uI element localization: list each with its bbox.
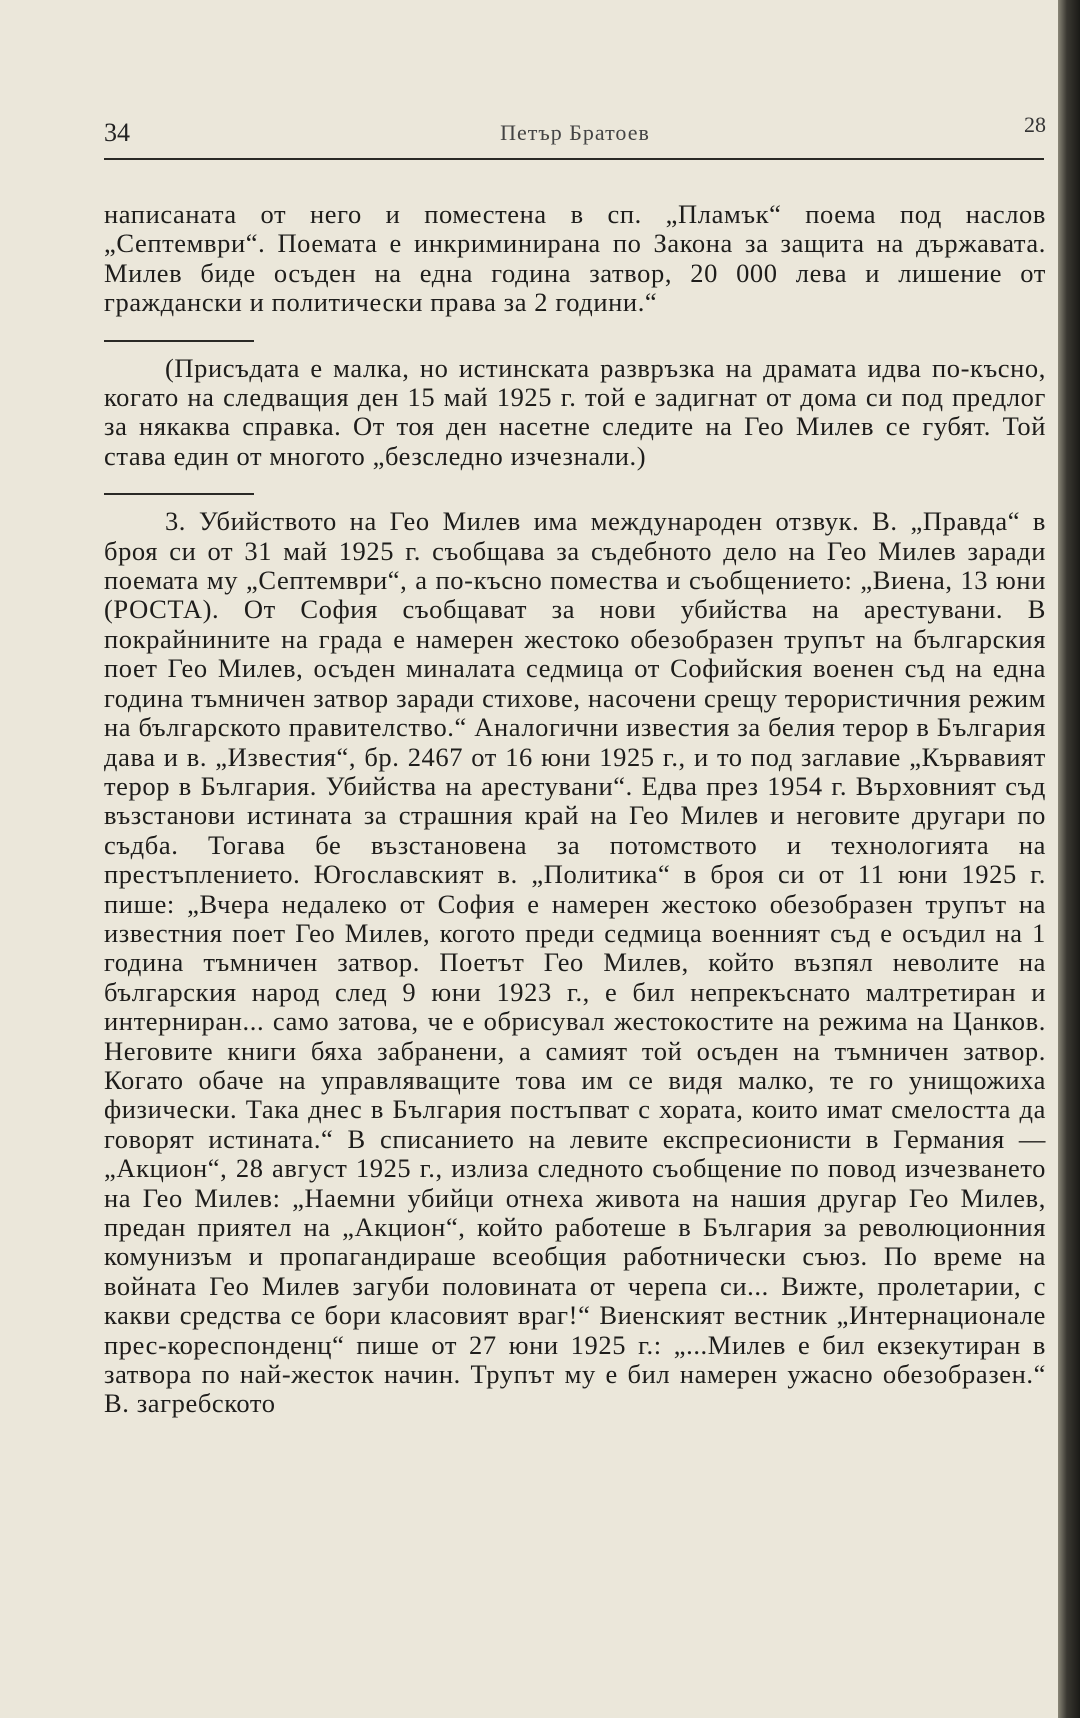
page-header: [104, 112, 1046, 152]
book-spine-shadow: [1058, 0, 1080, 1718]
section-separator: [104, 340, 254, 342]
running-title: Петър Братоев: [500, 120, 650, 145]
paragraph-main: 3. Убийството на Гео Милев има международен отзвук. В. „Правда“ в броя си от 31 май 1925 г. съобщава за съдебното дело на Гео Милев заради поемата му „Септември“, а по-късно помества и съобщението: „Виена, 13 юни (РОСТА). От София съобщават за нови убийства на арестувани. В покрайнините на града е намерен жестоко обезобразен трупът на българския поет Гео Милев, осъден миналата седмица от Софийския военен съд на една година тъмничен затвор заради стихове, насочени срещу терористичния режим на българското правителство.“ Аналогични известия за белия терор в България дава и в. „Известия“, бр. 2467 от 16 юни 1925 г., и то под заглавие „Кървавият терор в България. Убийства на арестувани“. Едва през 1954 г. Върховният съд възстанови истината за страшния край на Гео Милев и неговите другари по съдба. Тогава бе възстановена за потомството и технологията на престъплението. Югославският в. „Политика“ в броя си от 11 юни 1925 г. пише: „Вчера недалеко от София е намерен жестоко обезобразен трупът на известния поет Гео Милев, когото преди седмица военният съд е осъдил на 1 година тъмничен затвор. Поетът Гео Милев, който възпял неволите на българския народ след 9 юни 1923 г., е бил непрекъснато малтретиран и интерниран... само затова, че е обрисувал жестокостите на режима на Цанков. Неговите книги бяха забранени, а самият той осъден на тъмничен затвор. Когато обаче на управляващите това им се видя малко, те го унищожиха физически. Така днес в България постъпват с хората, които имат смелостта да говорят истината.“ В списанието на левите експресионисти в Германия — „Акцион“, 28 август 1925 г., излиза следното съобщение по повод изчезването на Гео Милев: „Наемни убийци отнеха живота на нашия другар Гео Милев, предан приятел на „Акцион“, който работеше в България за революционния комунизъм и пропагандираше всеобщия работнически съюз. По време на войната Гео Милев загуби половината от черепа си... Вижте, пролетарии, с какви средства се бори класовият враг!“ Виенският вестник „Интернационале прес-кореспонденц“ пише от 27 юни 1925 г.: „...Милев е бил екзекутиран в затвора по най-жесток начин. Трупът му е бил намерен ужасно обезобразен.“ В. загребското: [104, 506, 1046, 1419]
page-number: 34: [104, 118, 130, 147]
paragraph-quote-end: написаната от него и поместена в сп. „Пламък“ поема под наслов „Септември“. Поемата е инкриминирана по Закона за защита на държавата. Милев биде осъден на една година затвор, 20 000 лева и лишение от граждански и политически права за 2 години.“: [104, 199, 1046, 318]
secondary-page-number: 28: [1024, 112, 1046, 137]
section-separator: [104, 493, 254, 495]
body-text: [104, 200, 1046, 1419]
paragraph-note: (Присъдата е малка, но истинската развръзка на драмата идва по-късно, когато на следващия ден 15 май 1925 г. той е задигнат от дома си под предлог за някаква справка. От тоя ден насетне следите на Гео Милев се губят. Той става един от многото „безследно изчезнали.): [104, 352, 1046, 471]
header-rule: [104, 158, 1044, 160]
